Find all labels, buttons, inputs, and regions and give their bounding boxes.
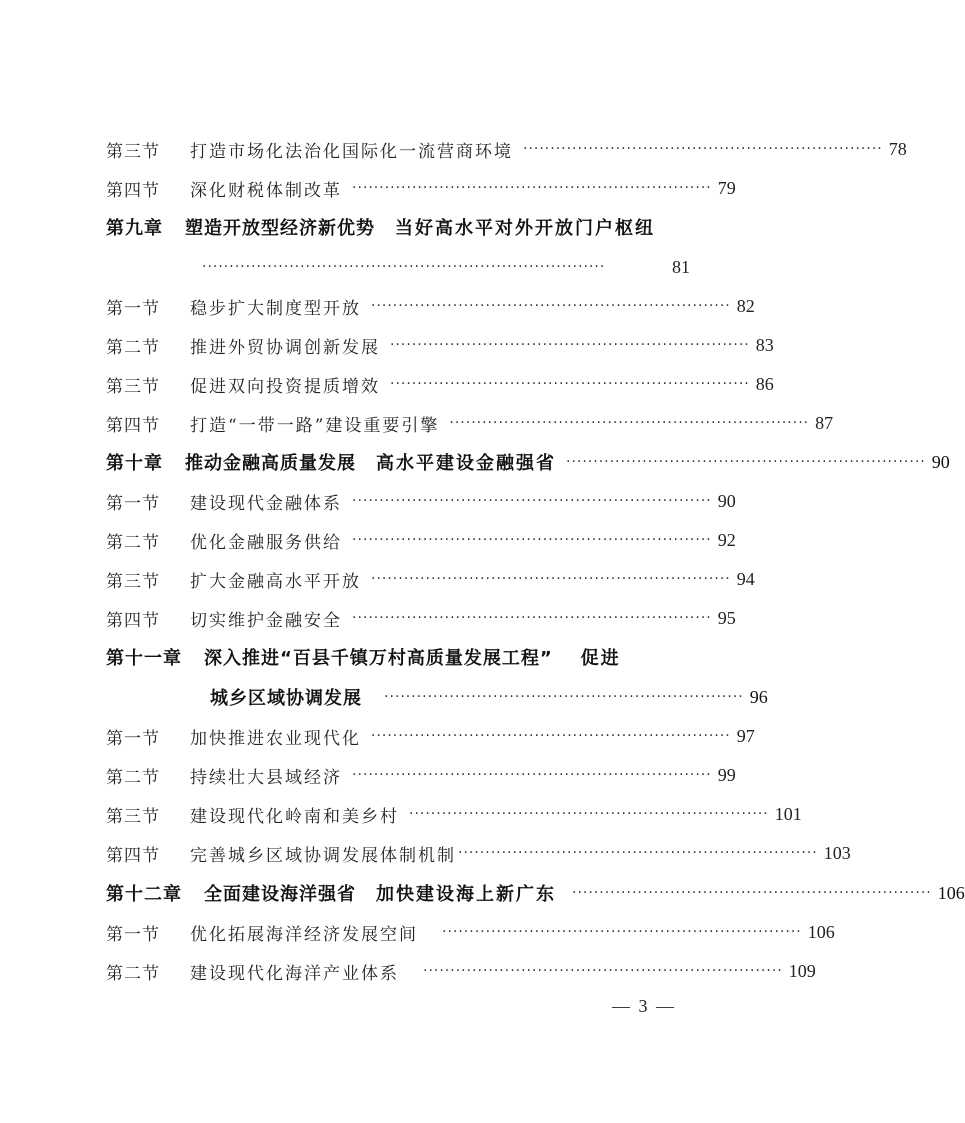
entry-label: 第四节 [106, 180, 160, 201]
entry-label: 第四节 [106, 610, 160, 631]
toc-chapter-continuation[interactable] [202, 252, 690, 282]
entry-title: 打造市场化法治化国际化一流营商环境 [190, 141, 513, 162]
toc-entry[interactable] [106, 330, 774, 360]
dot-leader: ·································································· [423, 963, 783, 979]
dot-leader: ·································································· [390, 376, 750, 392]
toc-entry[interactable] [106, 799, 802, 829]
entry-title: 建设现代化岭南和美乡村 [190, 806, 399, 827]
chapter-label: 第十章 [106, 453, 163, 474]
entry-page: 106 [937, 882, 965, 903]
dot-leader: ·································································· [352, 493, 712, 509]
chapter-title-2: 促进 [580, 648, 621, 669]
entry-page: 109 [788, 960, 816, 981]
entry-label: 第二节 [106, 767, 160, 788]
chapter-title-2: 当好高水平对外开放门户枢纽 [395, 218, 655, 239]
toc-chapter[interactable] [106, 642, 690, 672]
entry-title: 建设现代金融体系 [190, 493, 342, 514]
entry-title: 稳步扩大制度型开放 [190, 298, 361, 319]
entry-label: 第四节 [106, 415, 160, 436]
entry-title: 打造“一带一路”建设重要引擎 [190, 415, 440, 436]
toc-entry[interactable] [106, 603, 736, 633]
chapter-title-3: 城乡区域协调发展 [210, 688, 362, 709]
entry-label: 第一节 [106, 728, 160, 749]
chapter-title-2: 加快建设海上新广东 [376, 884, 556, 905]
toc-entry[interactable] [106, 564, 755, 594]
entry-page: 83 [755, 334, 774, 355]
toc-entry[interactable] [106, 369, 774, 399]
dot-leader: ·································································· [371, 298, 731, 314]
toc-chapter[interactable] [106, 212, 690, 242]
toc-entry[interactable] [106, 291, 755, 321]
chapter-label: 第十一章 [106, 648, 182, 669]
dot-leader: ·································································· [523, 141, 883, 157]
dot-leader: ·································································· [371, 571, 731, 587]
entry-title: 深化财税体制改革 [190, 180, 342, 201]
entry-page: 99 [717, 764, 736, 785]
entry-label: 第三节 [106, 376, 160, 397]
toc-entry[interactable] [106, 486, 736, 516]
dot-leader: ·································································· [449, 415, 810, 431]
entry-page: 103 [823, 842, 851, 863]
chapter-label: 第九章 [106, 218, 163, 239]
toc-entry[interactable] [106, 721, 755, 751]
entry-page: 95 [717, 607, 736, 628]
toc-entry[interactable] [106, 838, 851, 868]
toc-entry[interactable] [106, 917, 835, 947]
entry-page: 81 [672, 256, 690, 277]
entry-page: 78 [888, 138, 907, 159]
entry-title: 加快推进农业现代化 [190, 728, 361, 749]
dot-leader: ·································································· [458, 845, 818, 861]
toc-chapter[interactable] [106, 447, 950, 477]
entry-title: 完善城乡区域协调发展体制机制 [190, 845, 456, 866]
entry-page: 92 [717, 529, 736, 550]
entry-label: 第二节 [106, 337, 160, 358]
chapter-label: 第十二章 [106, 884, 182, 905]
chapter-title-2: 高水平建设金融强省 [376, 453, 556, 474]
dot-leader: ·································································· [390, 337, 750, 353]
entry-title: 扩大金融高水平开放 [190, 571, 361, 592]
dot-leader: ·································································· [352, 180, 712, 196]
entry-label: 第三节 [106, 141, 160, 162]
entry-title: 持续壮大县域经济 [190, 767, 342, 788]
entry-label: 第二节 [106, 532, 160, 553]
chapter-title: 深入推进“百县千镇万村高质量发展工程” [204, 648, 553, 669]
entry-page: 90 [717, 490, 736, 511]
dot-leader: ·································································· [352, 767, 712, 783]
chapter-title: 推动金融高质量发展 [185, 453, 356, 474]
dot-leader: ·································································· [371, 728, 731, 744]
entry-title: 优化拓展海洋经济发展空间 [190, 924, 418, 945]
entry-page: 94 [736, 568, 755, 589]
entry-label: 第二节 [106, 963, 160, 984]
entry-title: 优化金融服务供给 [190, 532, 342, 553]
entry-page: 106 [807, 921, 835, 942]
chapter-title: 塑造开放型经济新优势 [185, 218, 375, 239]
entry-label: 第三节 [106, 806, 160, 827]
entry-page: 87 [815, 412, 834, 433]
toc-entry[interactable] [106, 956, 816, 986]
entry-title: 促进双向投资提质增效 [190, 376, 380, 397]
entry-page: 101 [774, 803, 802, 824]
dot-leader: ·········································································· [202, 259, 606, 275]
dot-leader: ·································································· [352, 610, 712, 626]
dot-leader: ·································································· [409, 806, 769, 822]
toc-entry[interactable] [106, 134, 907, 164]
entry-label: 第四节 [106, 845, 160, 866]
dot-leader: ·································································· [572, 885, 932, 901]
entry-title: 建设现代化海洋产业体系 [190, 963, 399, 984]
toc-entry[interactable] [106, 760, 736, 790]
dot-leader: ·································································· [384, 689, 744, 705]
entry-page: 90 [931, 451, 950, 472]
entry-label: 第一节 [106, 298, 160, 319]
toc-chapter-continuation[interactable] [210, 682, 768, 712]
toc-entry[interactable] [106, 525, 736, 555]
entry-label: 第一节 [106, 924, 160, 945]
dot-leader: ·································································· [442, 924, 802, 940]
entry-title: 推进外贸协调创新发展 [190, 337, 380, 358]
entry-page: 96 [749, 686, 768, 707]
entry-page: 82 [736, 295, 755, 316]
dot-leader: ·································································· [566, 454, 926, 470]
entry-label: 第三节 [106, 571, 160, 592]
toc-entry[interactable] [106, 408, 834, 438]
toc-entry[interactable] [106, 173, 736, 203]
page-number: — 3 — [612, 996, 676, 1016]
entry-page: 97 [736, 725, 755, 746]
entry-page: 79 [717, 177, 736, 198]
entry-page: 86 [755, 373, 774, 394]
dot-leader: ·································································· [352, 532, 712, 548]
toc-chapter[interactable] [106, 878, 965, 908]
chapter-title: 全面建设海洋强省 [204, 884, 356, 905]
entry-title: 切实维护金融安全 [190, 610, 342, 631]
entry-label: 第一节 [106, 493, 160, 514]
